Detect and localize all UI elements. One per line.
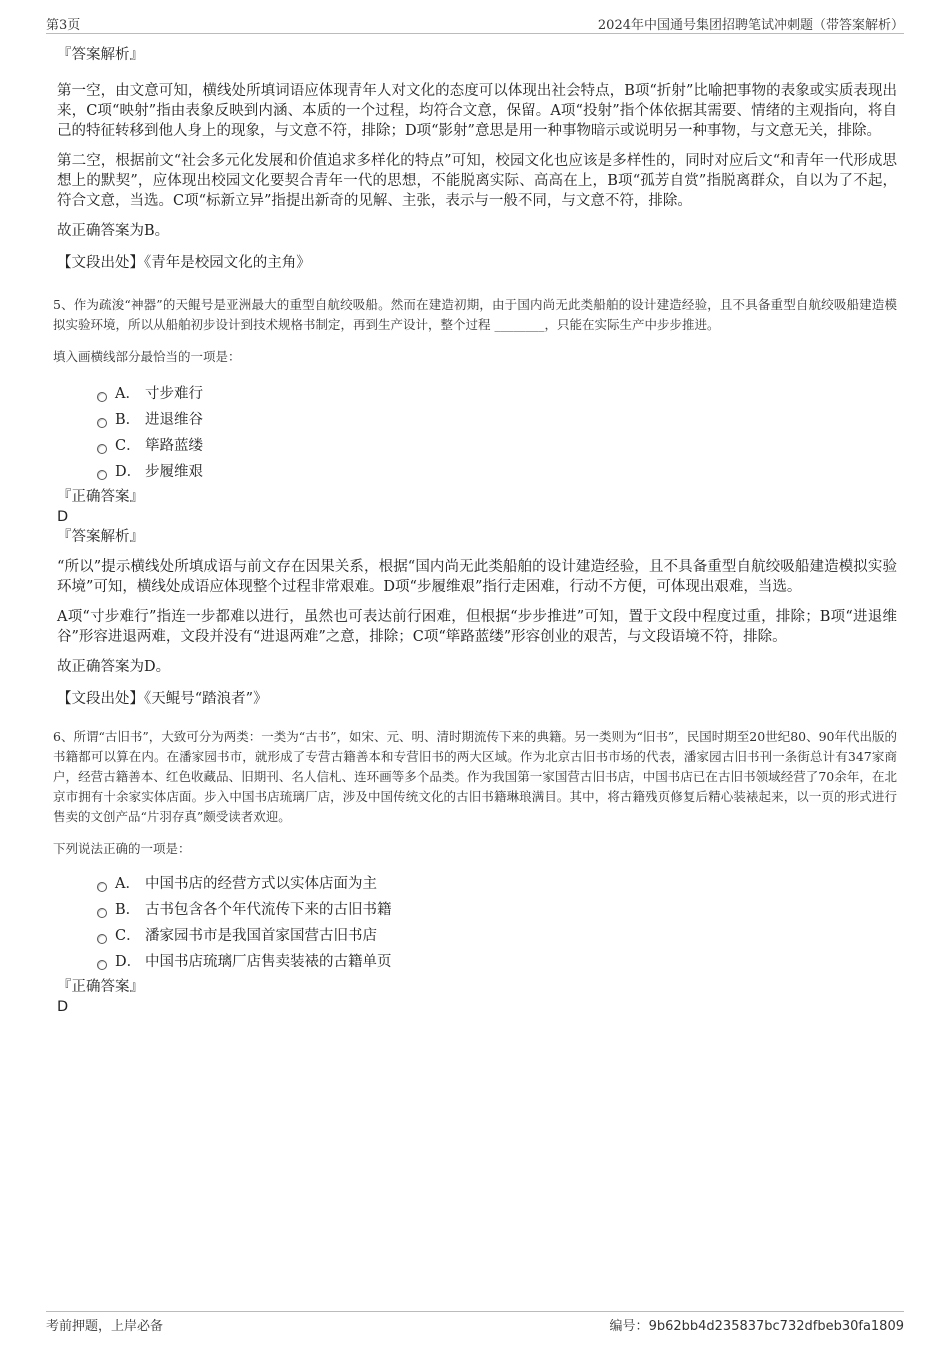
option-d[interactable]: D． 中国书店琉璃厂店售卖装裱的古籍单页 (97, 949, 897, 975)
question-text: 6、所谓“古旧书”，大致可分为两类：一类为“古书”，如宋、元、明、清时期流传下来的典籍。另一类则为“旧书”，民国时期至20世纪80、90年代出版的书籍都可以算在内。在潘家园书市，就形成了专营古籍善本和专营旧书的两大区域。作为北京古旧书市场的代表，潘家园古旧书刊一条街总计有347家商户，经营古籍善本、红色收藏品、旧期刊、名人信札、连环画等多个品类。作为我国第一家国营古旧书店，中国书店已在古旧书领域经营了70余年，在北京市拥有十余家实体店面。步入中国书店琉璃厂店，涉及中国传统文化的古旧书籍琳琅满目。其中，将古籍残页修复后精心装裱起来，以一页的形式进行售卖的文创产品“片羽存真”颇受读者欢迎。 (53, 729, 898, 824)
analysis-paragraph-1: 第一空，由文意可知，横线处所填词语应体现青年人对文化的态度可以体现出社会特点，B项“折射”比喻把事物的表象或实质表现出来，C项“映射”指由表象反映到内涵、本质的一个过程，均符合文意，保留。A项“投射”指个体依据其需要、情绪的主观指向，将自己的特征转移到他人身上的现象，与文意不符，排除；D项“影射”意思是用一种事物暗示或说明另一种事物，与文意无关，排除。 (57, 83, 897, 139)
option-list (57, 871, 897, 975)
answer-conclusion: 故正确答案为D。 (57, 659, 171, 675)
radio-icon[interactable] (97, 882, 107, 892)
radio-icon[interactable] (97, 960, 107, 970)
page-footer (46, 1311, 904, 1335)
option-b[interactable]: B． 进退维谷 (97, 407, 897, 433)
correct-answer-tag: 『正确答案』 (57, 979, 144, 995)
source-citation: 【文段出处】《青年是校园文化的主角》 (57, 255, 311, 271)
option-b[interactable]: B． 古书包含各个年代流传下来的古旧书籍 (97, 897, 897, 923)
radio-icon[interactable] (97, 934, 107, 944)
radio-icon[interactable] (97, 470, 107, 480)
code-value: 9b62bb4d235837bc732dfbeb30fa1809 (648, 1319, 904, 1334)
answer-conclusion: 故正确答案为B。 (57, 223, 170, 239)
radio-icon[interactable] (97, 392, 107, 402)
q4-analysis (57, 45, 897, 273)
page-content (53, 45, 898, 1017)
correct-answer: D (57, 509, 69, 525)
analysis-paragraph-2: A项“寸步难行”指连一步都难以进行，虽然也可表达前行困难，但根据“步步推进”可知，置于文段中程度过重，排除；B项“进退维谷”形容进退两难，文段并没有“进退两难”之意，排除；C项“筚路蓝缕”形容创业的艰苦，与文段语境不符，排除。 (57, 609, 897, 645)
analysis-paragraph-2: 第二空，根据前文“社会多元化发展和价值追求多样化的特点”可知，校园文化也应该是多样性的，同时对应后文“和青年一代形成思想上的默契”，应体现出校园文化要契合青年一代的思想，不能脱离实际、高高在上，B项“孤芳自赏”指脱离群众，自以为了不起，符合文意，当选。C项“标新立异”指提出新奇的见解、主张，表示与一般不同，与文意不符，排除。 (57, 153, 897, 209)
radio-icon[interactable] (97, 908, 107, 918)
option-a[interactable]: A． 中国书店的经营方式以实体店面为主 (97, 871, 897, 897)
option-a[interactable]: A． 寸步难行 (97, 381, 897, 407)
radio-icon[interactable] (97, 418, 107, 428)
correct-answer: D (57, 999, 69, 1015)
page-header (46, 12, 904, 34)
option-c[interactable]: C． 筚路蓝缕 (97, 433, 897, 459)
question-text: 5、作为疏浚“神器”的天鲲号是亚洲最大的重型自航绞吸船。然而在建造初期，由于国内尚无此类船舶的设计建造经验，且不具备重型自航绞吸船建造模拟实验环境，所以从船舶初步设计到技术规格书制定，再到生产设计，整个过程 ________，只能在实际生产中步步推进。 (53, 297, 897, 332)
analysis-tag: 『答案解析』 (57, 47, 144, 63)
document-code (610, 1315, 904, 1334)
analysis-tag: 『答案解析』 (57, 529, 144, 545)
option-list (57, 381, 897, 485)
question-6 (53, 727, 898, 1017)
question-prompt: 填入画横线部分最恰当的一项是： (53, 349, 241, 364)
radio-icon[interactable] (97, 444, 107, 454)
footer-slogan: 考前押题，上岸必备 (46, 1319, 164, 1334)
code-label: 编号： (609, 1319, 649, 1334)
option-d[interactable]: D． 步履维艰 (97, 459, 897, 485)
question-prompt: 下列说法正确的一项是： (53, 841, 191, 856)
page-number: 第3页 (46, 18, 81, 33)
correct-answer-tag: 『正确答案』 (57, 489, 144, 505)
analysis-paragraph-1: “所以”提示横线处所填成语与前文存在因果关系，根据“国内尚无此类船舶的设计建造经验，且不具备重型自航绞吸船建造模拟实验环境”可知，横线处成语应体现整个过程非常艰难。D项“步履维艰”指行走困难，行动不方便，可体现出艰难，当选。 (57, 559, 897, 595)
source-citation: 【文段出处】《天鲲号“踏浪者”》 (57, 691, 268, 707)
option-c[interactable]: C． 潘家园书市是我国首家国营古旧书店 (97, 923, 897, 949)
question-5 (53, 295, 897, 709)
document-title: 2024年中国通号集团招聘笔试冲刺题（带答案解析） (597, 18, 904, 33)
